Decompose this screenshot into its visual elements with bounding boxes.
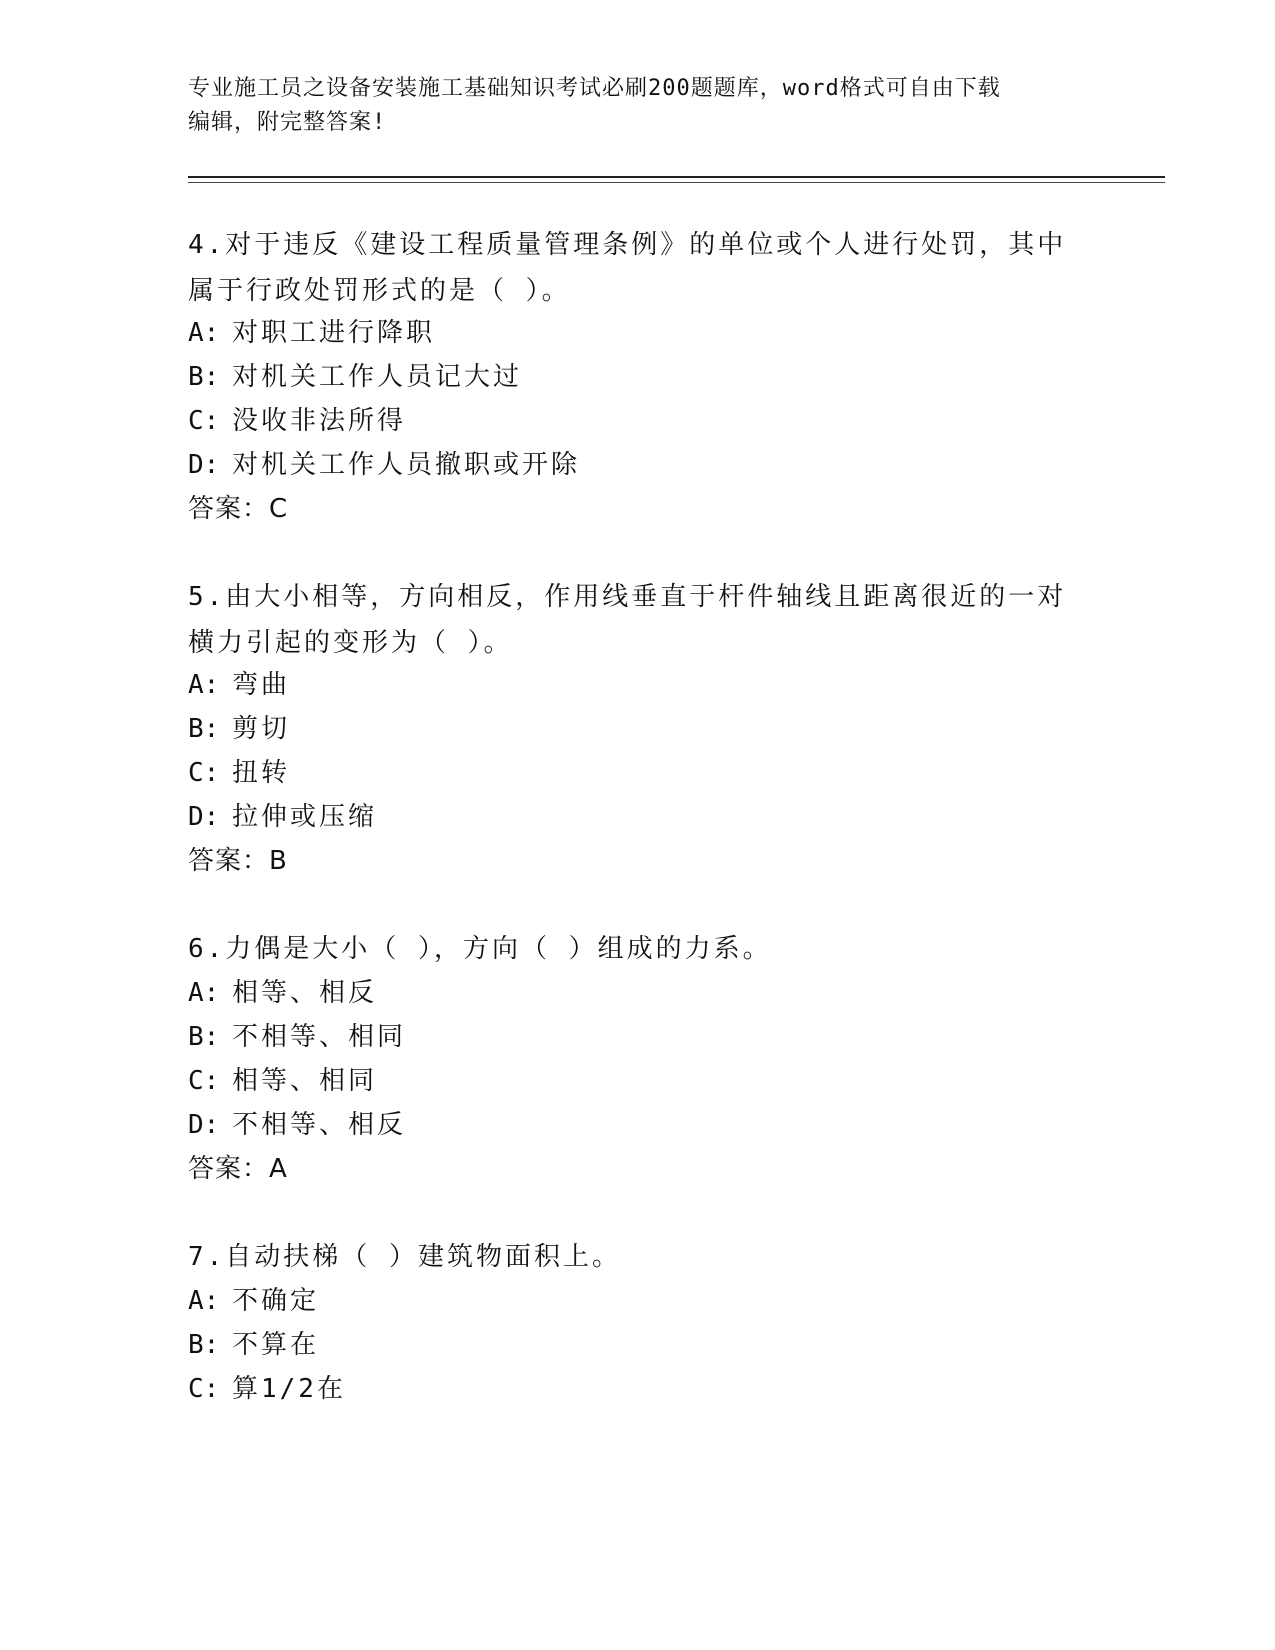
question-4-option-a (188, 310, 1088, 356)
question-5-stem-line-2: 横力引起的变形为（ ）。 (188, 628, 513, 658)
option-text: 相等、相反 (232, 978, 378, 1008)
option-text: 剪切 (232, 714, 291, 744)
question-4-option-d (188, 442, 1088, 488)
option-letter: A: (188, 1286, 220, 1316)
option-letter: C: (188, 1374, 220, 1404)
option-text: 对职工进行降职 (232, 318, 436, 348)
question-6-option-b (188, 1014, 1088, 1060)
question-6-option-a (188, 970, 1088, 1016)
option-text: 不相等、相同 (232, 1022, 407, 1052)
header-divider-thick (188, 176, 1165, 178)
option-text: 不确定 (232, 1286, 320, 1316)
question-5-option-c (188, 750, 1088, 796)
option-letter: B: (188, 362, 220, 392)
question-7-stem (188, 1234, 1088, 1280)
option-letter: C: (188, 406, 220, 436)
option-text: 没收非法所得 (232, 406, 407, 436)
option-text: 对机关工作人员撤职或开除 (232, 450, 581, 480)
option-text: 拉伸或压缩 (232, 802, 378, 832)
question-4-option-c (188, 398, 1088, 444)
option-letter: D: (188, 1110, 220, 1140)
question-7-option-c (188, 1366, 1088, 1412)
question-6-option-d (188, 1102, 1088, 1148)
question-5-answer: 答案：B (188, 846, 288, 876)
question-5-option-a (188, 662, 1088, 708)
option-letter: A: (188, 670, 220, 700)
option-letter: A: (188, 978, 220, 1008)
option-text: 扭转 (232, 758, 291, 788)
question-4-answer: 答案：C (188, 494, 289, 524)
option-text: 弯曲 (232, 670, 291, 700)
option-text: 相等、相同 (232, 1066, 378, 1096)
option-text: 不相等、相反 (232, 1110, 407, 1140)
header-line-1: 专业施工员之设备安装施工基础知识考试必刷200题题库，word格式可自由下载 (188, 76, 1001, 101)
option-letter: D: (188, 450, 220, 480)
option-text: 对机关工作人员记大过 (232, 362, 523, 392)
question-4-option-b (188, 354, 1088, 400)
option-letter: B: (188, 1022, 220, 1052)
header-divider-thin (188, 182, 1165, 183)
question-6-stem (188, 926, 1088, 972)
option-text: 不算在 (232, 1330, 320, 1360)
question-6-answer: 答案：A (188, 1154, 288, 1184)
question-5-option-b (188, 706, 1088, 752)
option-text: 算1/2在 (232, 1374, 346, 1404)
question-4-stem (188, 222, 1088, 314)
header-line-2: 编辑，附完整答案! (188, 110, 387, 135)
question-5-stem-line-1: 5.由大小相等，方向相反，作用线垂直于杆件轴线且距离很近的一对 (188, 582, 1067, 612)
document-header (188, 72, 1088, 140)
question-6-option-c (188, 1058, 1088, 1104)
option-letter: D: (188, 802, 220, 832)
option-letter: A: (188, 318, 220, 348)
option-letter: B: (188, 714, 220, 744)
question-7-option-b (188, 1322, 1088, 1368)
question-7-stem-line-1: 7.自动扶梯（ ）建筑物面积上。 (188, 1242, 621, 1272)
question-4-stem-line-2: 属于行政处罚形式的是（ ）。 (188, 276, 571, 306)
option-letter: C: (188, 758, 220, 788)
question-5-option-d (188, 794, 1088, 840)
question-7-option-a (188, 1278, 1088, 1324)
question-4-stem-line-1: 4.对于违反《建设工程质量管理条例》的单位或个人进行处罚，其中 (188, 230, 1067, 260)
option-letter: B: (188, 1330, 220, 1360)
question-5-stem (188, 574, 1088, 666)
option-letter: C: (188, 1066, 220, 1096)
question-6-stem-line-1: 6.力偶是大小（ ），方向（ ）组成的力系。 (188, 934, 772, 964)
